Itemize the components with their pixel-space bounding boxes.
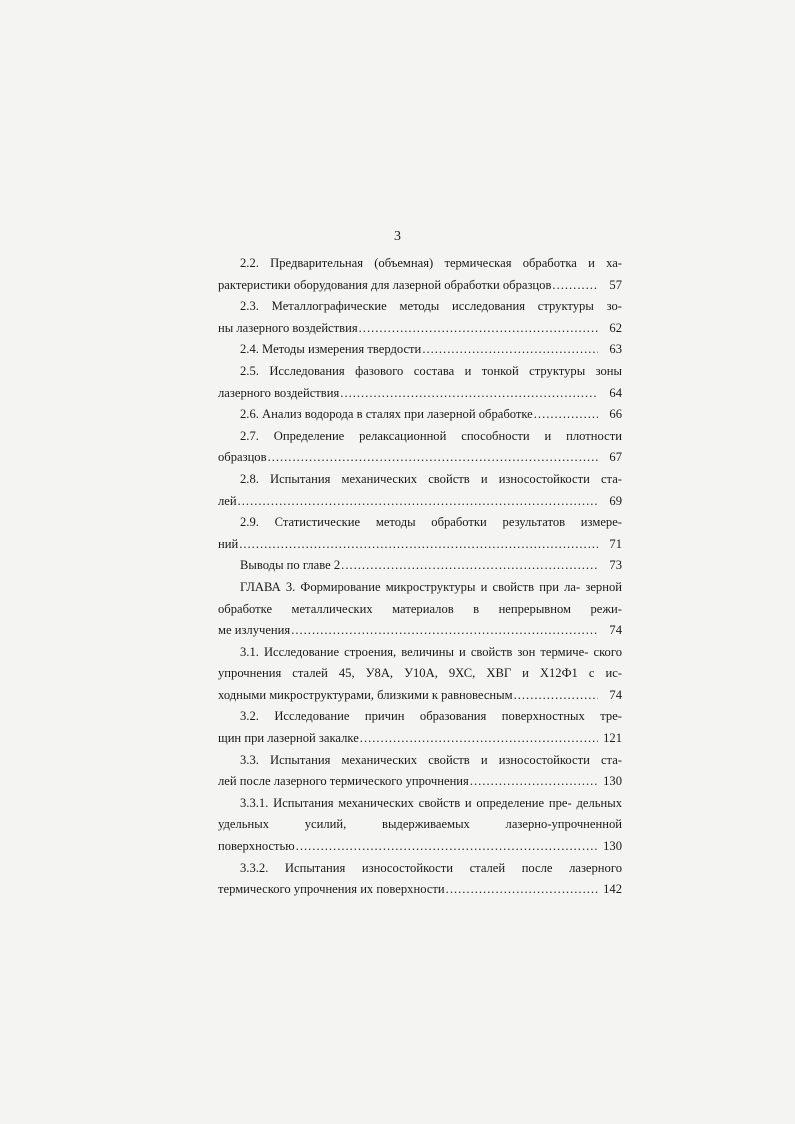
toc-entry-text-end: ны лазерного воздействия — [218, 320, 358, 335]
toc-entry-text-end: 2.4. Методы измерения твердости — [240, 342, 422, 357]
dot-leader — [552, 275, 598, 297]
toc-page-number: 57 — [609, 277, 622, 292]
toc-page-number: 73 — [609, 558, 622, 573]
toc-entry-text-end: лей — [218, 493, 237, 508]
toc-page-number: 142 — [603, 882, 622, 897]
toc-entry-text-end: ний — [218, 536, 239, 551]
toc-entry-text: 2.5. Исследования фазового состава и тонкой структуры зоны — [240, 363, 622, 378]
dot-leader — [446, 879, 598, 901]
toc-page-number: 121 — [603, 731, 622, 746]
dot-leader — [422, 339, 598, 361]
toc-page-number: 62 — [609, 320, 622, 335]
dot-leader — [239, 534, 598, 556]
dot-leader — [238, 491, 598, 513]
toc-entry-text-end: поверхностью — [218, 839, 295, 854]
toc-entry-text: 3.3.1. Испытания механических свойств и определение пре- дельных удельных усилий, выдерживаемых лазерно-упрочненной — [218, 795, 622, 832]
toc-entry — [218, 296, 622, 339]
dot-leader — [359, 318, 598, 340]
toc-entry — [218, 750, 622, 793]
toc-entry-text-end: термического упрочнения их поверхности — [218, 882, 445, 897]
toc-entry — [218, 253, 622, 296]
toc-entry — [218, 404, 622, 426]
dot-leader — [360, 728, 598, 750]
toc-entry-text-end: Выводы по главе 2 — [240, 558, 341, 573]
toc-entry-text-end: ме излучения — [218, 623, 291, 638]
toc-entry-text: 2.2. Предварительная (объемная) термическая обработка и ха- — [240, 256, 622, 270]
toc-entry-text: 2.8. Испытания механических свойств и износостойкости ста- — [240, 471, 622, 486]
toc-entry-text-end: лей после лазерного термического упрочнения — [218, 774, 469, 789]
page-number: 3 — [394, 229, 401, 244]
toc-entry — [218, 339, 622, 361]
toc-entry-text-end: лазерного воздействия — [218, 385, 340, 400]
toc-entry-text-end: щин при лазерной закалке — [218, 731, 359, 746]
toc-page-number: 71 — [609, 536, 622, 551]
toc-entry-text-end: ходными микроструктурами, близкими к равновесным — [218, 687, 513, 702]
toc-entry — [218, 361, 622, 404]
toc-page-number: 67 — [609, 450, 622, 465]
dot-leader — [470, 771, 598, 793]
toc-entry-text-end: образцов — [218, 450, 267, 465]
toc-entry — [218, 426, 622, 469]
toc-page-number: 69 — [609, 493, 622, 508]
toc-entry — [218, 469, 622, 512]
toc-page-number: 64 — [609, 385, 622, 400]
toc-entry-text: 3.3.2. Испытания износостойкости сталей после лазерного — [240, 860, 622, 875]
toc-page-number: 130 — [603, 774, 622, 789]
toc-entry-text-end: 2.6. Анализ водорода в сталях при лазерной обработке — [240, 407, 533, 422]
dot-leader — [514, 685, 598, 707]
dot-leader — [340, 383, 598, 405]
toc-entry — [218, 512, 622, 555]
dot-leader — [534, 404, 598, 426]
dot-leader — [296, 836, 598, 858]
toc-entry-text: 2.7. Определение релаксационной способности и плотности — [240, 428, 622, 443]
dot-leader — [291, 620, 598, 642]
toc-entry — [218, 706, 622, 749]
toc-page-number: 74 — [609, 623, 622, 638]
dot-leader — [341, 555, 598, 577]
toc-entry — [218, 793, 622, 858]
toc-entry-text: 3.2. Исследование причин образования поверхностных тре- — [240, 709, 622, 724]
toc-page-number: 66 — [609, 407, 622, 422]
table-of-contents — [218, 253, 622, 901]
toc-entry-text: 2.3. Металлографические методы исследования структуры зо- — [240, 299, 622, 314]
toc-entry — [218, 858, 622, 901]
toc-entry-text: 3.1. Исследование строения, величины и свойств зон термиче- ского упрочнения сталей 45, У8А, У10А, 9ХС, ХВГ и Х12Ф1 с ис- — [218, 644, 622, 681]
toc-entry-text: 3.3. Испытания механических свойств и износостойкости ста- — [240, 752, 622, 767]
toc-entry-text: 2.9. Статистические методы обработки результатов измере- — [240, 515, 622, 530]
dot-leader — [268, 447, 598, 469]
toc-entry-text-end: рактеристики оборудования для лазерной обработки образцов — [218, 277, 552, 292]
toc-page-number: 63 — [609, 342, 622, 357]
toc-entry-text: ГЛАВА 3. Формирование микроструктуры и свойств при ла- зерной обработке металлических материалов в непрерывном режи- — [218, 579, 622, 616]
toc-page-number: 74 — [609, 687, 622, 702]
toc-entry — [218, 642, 622, 707]
toc-entry — [218, 555, 622, 577]
toc-entry — [218, 577, 622, 642]
toc-page-number: 130 — [603, 839, 622, 854]
